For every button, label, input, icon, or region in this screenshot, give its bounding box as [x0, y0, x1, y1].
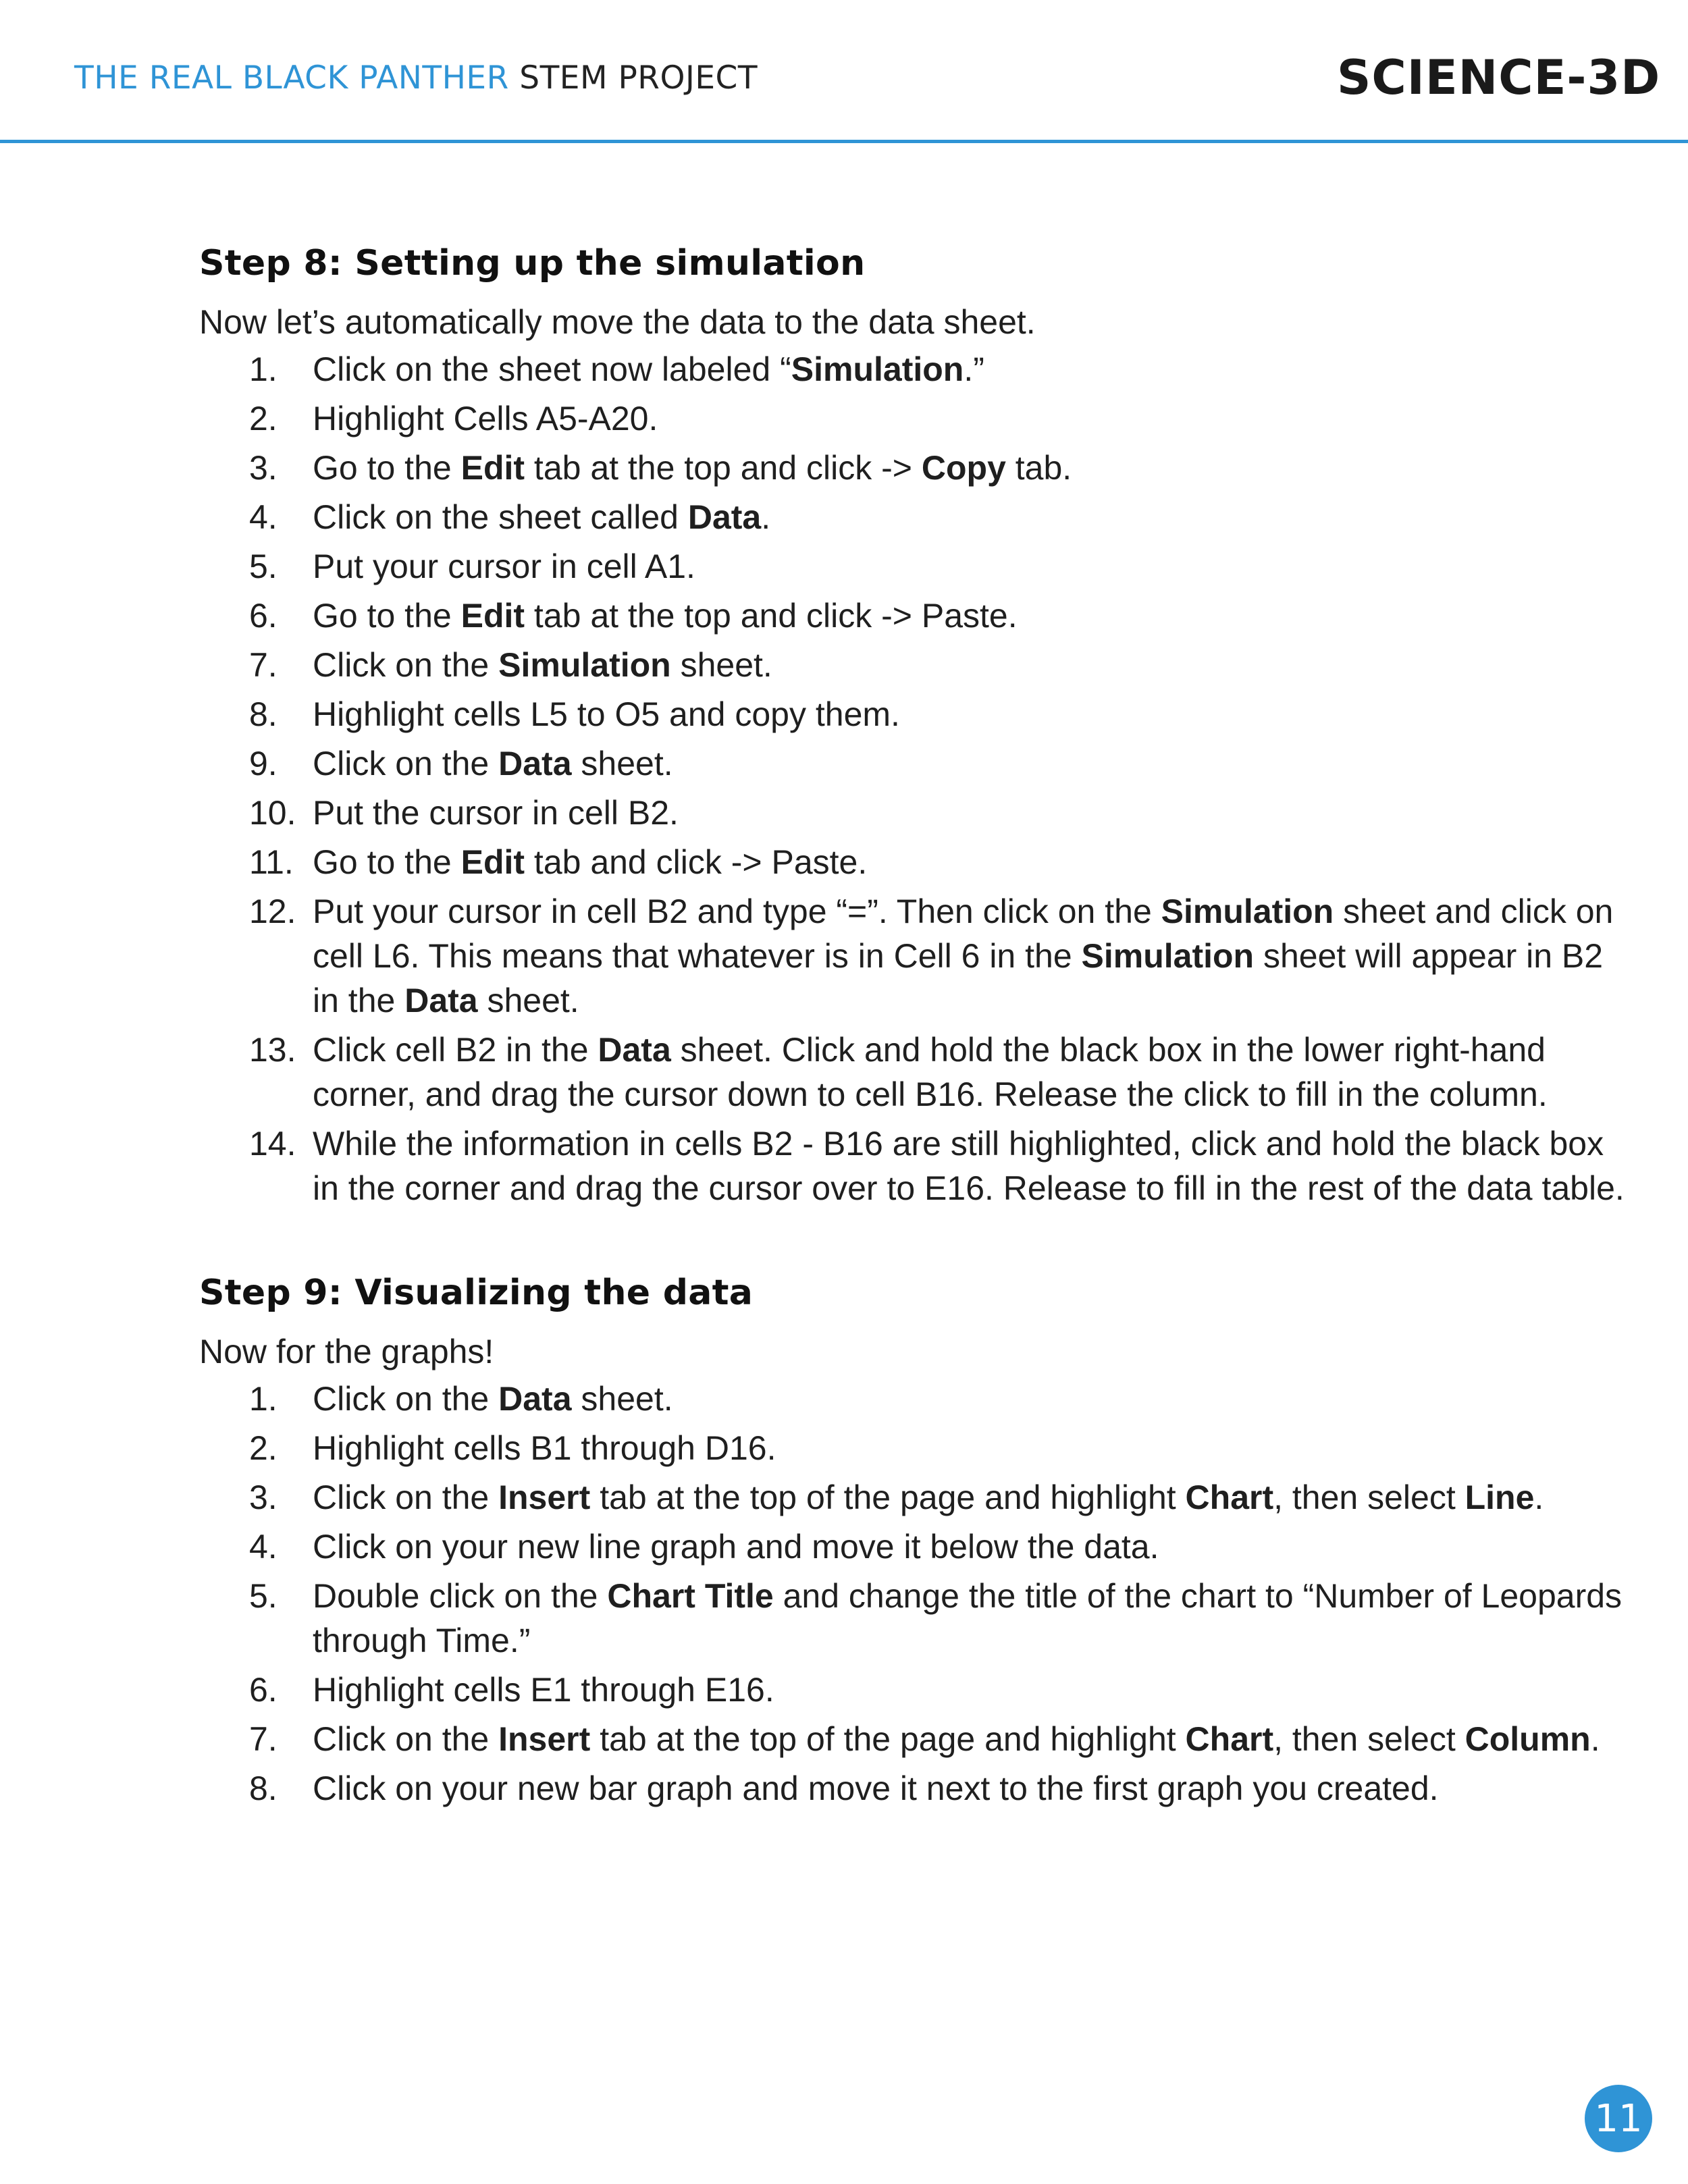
- list-item: [199, 1475, 1631, 1520]
- step-9-section: [199, 1273, 1631, 1811]
- list-item-number: 7.: [249, 646, 278, 684]
- list-item-text: tab and click -> Paste.: [525, 843, 868, 881]
- list-item-number: 2.: [249, 1429, 278, 1467]
- list-item-number: 9.: [249, 745, 278, 782]
- bold-term: Data: [404, 982, 478, 1019]
- list-item-number: 5.: [249, 548, 278, 585]
- list-item: [199, 840, 1631, 884]
- bold-term: Simulation: [498, 646, 671, 684]
- list-item-number: 8.: [249, 1769, 278, 1807]
- bold-term: Data: [687, 498, 762, 536]
- project-title-accent: THE REAL BLACK PANTHER: [74, 59, 509, 97]
- bold-term: Chart: [1185, 1720, 1274, 1758]
- list-item-text: .: [1534, 1479, 1544, 1516]
- list-item-number: 4.: [249, 1528, 278, 1566]
- list-item: [199, 692, 1631, 737]
- list-item-text: tab at the top of the page and highlight: [590, 1720, 1186, 1758]
- list-item-text: Highlight Cells A5-A20.: [313, 400, 658, 437]
- bold-term: Data: [498, 745, 572, 782]
- page-header: [0, 0, 1688, 144]
- list-item: [199, 1574, 1631, 1663]
- bold-term: Simulation: [791, 350, 964, 388]
- list-item: [199, 1524, 1631, 1569]
- list-item-text: Put your cursor in cell A1.: [313, 548, 695, 585]
- project-title: [74, 59, 758, 97]
- list-item: [199, 1028, 1631, 1117]
- list-item-text: sheet.: [571, 745, 673, 782]
- list-item-text: Click on the sheet called: [313, 498, 688, 536]
- list-item-text: sheet. Click and hold the black box in the lower right-hand corner, and drag the cursor down to cell B16. Release the click to fill in the column.: [313, 1031, 1548, 1113]
- bold-term: Insert: [498, 1720, 591, 1758]
- list-item-number: 11.: [249, 843, 294, 881]
- list-item-text: Double click on the: [313, 1577, 608, 1615]
- list-item-text: Go to the: [313, 449, 461, 487]
- page-number-badge: 11: [1585, 2085, 1652, 2152]
- list-item: [199, 643, 1631, 687]
- project-title-rest: STEM PROJECT: [519, 59, 758, 97]
- list-item: [199, 889, 1631, 1023]
- list-item: [199, 791, 1631, 835]
- bold-term: Data: [598, 1031, 671, 1069]
- list-item-text: Go to the: [313, 597, 461, 635]
- list-item-text: sheet will appear in B2 in the: [313, 937, 1604, 1019]
- list-item-text: Go to the: [313, 843, 461, 881]
- list-item-text: Click on the: [313, 1720, 499, 1758]
- bold-term: Chart: [1185, 1479, 1274, 1516]
- list-item: [199, 1766, 1631, 1811]
- list-item-text: Highlight cells E1 through E16.: [313, 1671, 774, 1709]
- list-item-number: 6.: [249, 1671, 278, 1709]
- list-item-text: and change the title of the chart to “Number of Leopards through Time.”: [313, 1577, 1623, 1659]
- list-item: [199, 544, 1631, 589]
- list-item-number: 6.: [249, 597, 278, 635]
- list-item-text: Put your cursor in cell B2 and type “=”. Then click on the: [313, 893, 1161, 930]
- list-item-number: 10.: [249, 794, 296, 832]
- bold-term: Edit: [460, 843, 525, 881]
- list-item-text: Click on your new line graph and move it below the data.: [313, 1528, 1159, 1566]
- bold-term: Data: [498, 1380, 572, 1418]
- list-item-text: Click cell B2 in the: [313, 1031, 598, 1069]
- bold-term: Edit: [460, 449, 525, 487]
- list-item-text: sheet.: [670, 646, 772, 684]
- main-content: [199, 243, 1631, 1815]
- list-item-text: tab at the top and click ->: [525, 449, 922, 487]
- list-item-text: .: [1590, 1720, 1600, 1758]
- list-item-text: .”: [964, 350, 984, 388]
- list-item-text: sheet and click on cell L6. This means that whatever is in Cell 6 in the: [313, 893, 1614, 975]
- bold-term: Simulation: [1081, 937, 1255, 975]
- bold-term: Insert: [498, 1479, 591, 1516]
- list-item-text: , then select: [1273, 1720, 1465, 1758]
- list-item: [199, 593, 1631, 638]
- list-item-number: 4.: [249, 498, 278, 536]
- bold-term: Column: [1465, 1720, 1591, 1758]
- list-item-number: 8.: [249, 695, 278, 733]
- list-item-text: .: [761, 498, 771, 536]
- list-item: [199, 347, 1631, 392]
- list-item: [199, 396, 1631, 441]
- list-item: [199, 495, 1631, 539]
- list-item-text: , then select: [1273, 1479, 1465, 1516]
- list-item-text: Click on the: [313, 1479, 499, 1516]
- step-8-intro: Now let’s automatically move the data to the data sheet.: [199, 303, 1036, 341]
- step-9-list: [199, 1377, 1631, 1811]
- list-item-number: 1.: [249, 1380, 278, 1418]
- list-item-text: sheet.: [477, 982, 579, 1019]
- list-item-text: Click on the: [313, 745, 499, 782]
- list-item-text: Click on your new bar graph and move it next to the first graph you created.: [313, 1769, 1439, 1807]
- list-item-number: 1.: [249, 350, 278, 388]
- step-8-section: [199, 243, 1631, 1210]
- step-9-heading: Step 9: Visualizing the data: [199, 1273, 754, 1313]
- bold-term: Line: [1465, 1479, 1535, 1516]
- list-item-number: 3.: [249, 449, 278, 487]
- list-item: [199, 446, 1631, 490]
- bold-term: Simulation: [1161, 893, 1334, 930]
- list-item: [199, 1717, 1631, 1761]
- list-item-text: tab.: [1005, 449, 1072, 487]
- list-item-text: tab at the top and click -> Paste.: [525, 597, 1018, 635]
- list-item-number: 3.: [249, 1479, 278, 1516]
- list-item: [199, 1121, 1631, 1210]
- list-item: [199, 1668, 1631, 1712]
- list-item-text: Click on the: [313, 646, 499, 684]
- list-item-number: 12.: [249, 893, 296, 930]
- science-3d-logo: [1337, 50, 1661, 111]
- list-item-number: 7.: [249, 1720, 278, 1758]
- list-item-text: sheet.: [571, 1380, 673, 1418]
- list-item-number: 14.: [249, 1125, 296, 1163]
- list-item-text: Click on the: [313, 1380, 499, 1418]
- list-item-text: Highlight cells B1 through D16.: [313, 1429, 776, 1467]
- list-item-number: 5.: [249, 1577, 278, 1615]
- header-divider: [0, 140, 1688, 143]
- step-8-list: [199, 347, 1631, 1210]
- bold-term: Edit: [460, 597, 525, 635]
- list-item-number: 2.: [249, 400, 278, 437]
- logo-text: SCIENCE-3D: [1337, 50, 1661, 105]
- list-item-text: Click on the sheet now labeled “: [313, 350, 791, 388]
- list-item-text: tab at the top of the page and highlight: [590, 1479, 1186, 1516]
- list-item: [199, 1426, 1631, 1470]
- list-item-number: 13.: [249, 1031, 296, 1069]
- list-item-text: Highlight cells L5 to O5 and copy them.: [313, 695, 900, 733]
- bold-term: Chart Title: [607, 1577, 774, 1615]
- step-8-heading: Step 8: Setting up the simulation: [199, 243, 866, 284]
- list-item: [199, 1377, 1631, 1421]
- step-9-intro: Now for the graphs!: [199, 1333, 494, 1370]
- list-item-text: While the information in cells B2 - B16 are still highlighted, click and hold the black box in the corner and drag the cursor over to E16. Release to fill in the rest of the data table.: [313, 1125, 1625, 1207]
- list-item: [199, 741, 1631, 786]
- bold-term: Copy: [921, 449, 1006, 487]
- list-item-text: Put the cursor in cell B2.: [313, 794, 679, 832]
